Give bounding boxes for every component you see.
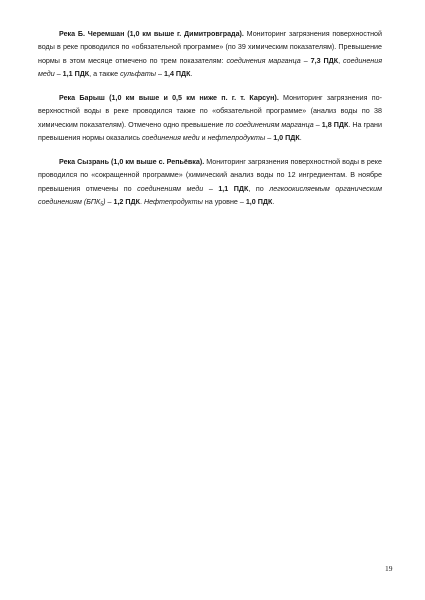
text-segment: 1,8 ПДК — [321, 120, 349, 129]
text-segment: , по — [248, 184, 270, 193]
text-segment: соединения меди — [141, 134, 200, 143]
text-segment: – — [54, 70, 63, 79]
text-segment: – — [203, 184, 219, 193]
text-segment: . — [272, 198, 275, 207]
text-segment: соединения марганца — [226, 56, 301, 65]
text-segment: 1,0 ПДК — [245, 198, 273, 207]
text-segment: Река Б. Черемшан (1,0 км выше г. Димитровграда). — [59, 30, 244, 38]
text-segment: – — [313, 120, 322, 129]
paragraph-barysh — [38, 92, 382, 146]
text-segment: соединения меди — [38, 56, 383, 79]
text-segment: – — [300, 56, 311, 65]
page-number: 19 — [385, 564, 393, 573]
text-segment: ) — [103, 198, 106, 207]
text-segment: 1,2 ПДК — [113, 198, 140, 207]
text-segment: Река Сызрань (1,0 км выше с. Репьёвка). — [59, 158, 205, 167]
text-segment: нефтепродукты — [207, 134, 266, 143]
text-segment: 1,4 ПДК — [163, 70, 191, 79]
text-segment: – — [156, 70, 164, 79]
text-segment: Мониторинг загрязнения поверхностной воды в реке проводился также по «обязательной программе» (анализ воды по 38 химическим показателям). Отмечено одно превышение — [38, 94, 382, 129]
text-segment: легкоокисляемым органическим соединениям (БПК — [38, 184, 382, 207]
page-body — [38, 28, 382, 220]
text-segment: 1,1 ПДК — [62, 70, 90, 79]
text-segment: . — [190, 70, 193, 79]
text-segment: сульфаты — [120, 70, 157, 79]
paragraph-b-cheremshan — [38, 28, 382, 82]
text-segment: Мониторинг загрязнения поверхностной воды в реке проводился по «сокращенной программе» (химический анализ воды по 12 ингредиентам. В ноябре превышения отмечены по — [38, 158, 382, 193]
text-segment: – — [265, 134, 274, 143]
text-segment: . — [299, 134, 302, 143]
paragraph-syzran — [38, 156, 382, 210]
text-segment: по соединениям марганца — [225, 120, 314, 129]
text-segment: 5 — [100, 201, 104, 208]
text-segment: и — [199, 134, 208, 143]
text-segment: 1,0 ПДК — [273, 134, 300, 143]
text-segment: . — [139, 198, 144, 207]
text-segment: 1,1 ПДК — [218, 184, 249, 193]
text-segment: на уровне – — [202, 198, 246, 207]
text-segment: 7,3 ПДК — [310, 56, 339, 65]
text-segment: . На грани превышения нормы оказались — [38, 120, 382, 143]
text-segment: , а также — [89, 70, 121, 79]
text-segment: соединениям меди — [137, 184, 204, 193]
text-segment: – — [105, 198, 114, 207]
text-segment: , — [338, 56, 344, 65]
text-segment: Река Барыш (1,0 км выше и 0,5 км ниже п. г. т. Карсун). — [59, 94, 279, 103]
text-segment: Мониторинг загрязнения поверхностной воды в реке проводился по «обязательной программе» (по 39 химическим показателям). Превышение нормы в этом месяце отмечено по трем показателям: — [38, 30, 382, 65]
text-segment: Нефтепродукты — [143, 198, 203, 207]
